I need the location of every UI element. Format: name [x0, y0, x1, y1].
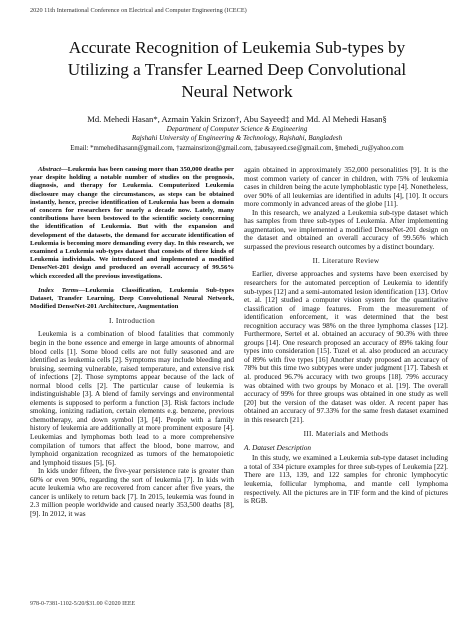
university-name: Rajshahi University of Engineering & Technology, Rajshahi, Bangladesh	[131, 134, 343, 143]
intro-continued-paragraph: again obtained in approximately 352,000 personalities [9]. It is the most common variety of cancer in children, with 75% of leukemia cases in children being the acute lymphoblastic type [4]. Nonetheless, over 90% of all leukemias are identified in adults [4], [10]. It occurs more commonly in advanced areas of the globe [11].	[244, 165, 448, 209]
university	[20, 134, 454, 143]
conference-header: 2020 11th International Conference on Electrical and Computer Engineering (ICECE)	[30, 7, 247, 14]
left-column	[30, 166, 234, 518]
section-heading-literature-review: II. Literature Review	[312, 257, 380, 266]
section-heading-introduction: I. Introduction	[108, 317, 156, 326]
title-line: Neural Network	[181, 82, 293, 101]
department: Department of Computer Science & Engineering	[166, 125, 308, 133]
abstract-text: —Leukemia has been causing more than 350,000 deaths per year despite holding a notable number of studies on the prognosis, diagnosis, and therapy for Leukemia. Computerized Leukemia disclosure may change the circumstances, as steps can be obtained instantly, hence, precise identification of Leukemia has been a domain of concern for researchers for nearly a decade now. Lately, many contributions have been bestowed to the scientific society concerning the identification of Leukemia. But with the expansion and development of the datasets, the demand for accurate identification of Leukemia is becoming more demanding every day. In this research, we examined a Leukemia sub-types dataset that consists of three kinds of Leukemia individuals. We introduced and implemented a modified DenseNet-201 design and produced an overall accuracy of 99.56% which exceeded all the previous investigations.	[30, 166, 234, 280]
author-list: Md. Mehedi Hasan*, Azmain Yakin Srizon†, Abu Sayeed‡ and Md. Al Mehedi Hasan§	[87, 114, 387, 124]
abstract-lead: Abstract	[38, 166, 62, 173]
section-heading-materials-methods: III. Materials and Methods	[303, 430, 389, 439]
dataset-paragraph: In this study, we examined a Leukemia sub-type dataset including a total of 334 picture examples for three sub-types of Leukemia [22]. There are 113, 139, and 122 samples for chronic lymphocytic leukemia, follicular lymphoma, and mantle cell lymphoma respectively. All the pictures are in TIF form and the kind of pictures is RGB.	[244, 453, 448, 506]
intro-paragraph-2: In kids under fifteen, the five-year persistence rate is greater than 60% or even 90%, regarding the sort of leukemia [7]. In kids with acute leukemia who are recovered from cancer after five years, the cancer is unlikely to return back [7]. In 2015, leukemia was found in 2.3 million people worldwide and caused nearly 353,500 deaths [8], [9]. In 2012, it was	[30, 466, 234, 518]
subsection-heading-dataset: A. Dataset Description	[244, 443, 312, 453]
intro-paragraph-3: In this research, we analyzed a Leukemia sub-type dataset which has samples from three sub-types of Leukemia. After implementing augmentation, we implemented a modified DenseNet-201 design on the dataset and obtained an overall accuracy of 99.56% which surpassed the previous research outcomes by a distinct boundary.	[244, 207, 448, 251]
right-column	[244, 166, 448, 506]
index-terms	[30, 287, 234, 312]
copyright-footer: 978-0-7381-1102-5/20/$31.00 ©2020 IEEE	[30, 601, 136, 607]
intro-paragraph-1: Leukemia is a combination of blood fatalities that commonly begin in the bone essence and emerge in large amounts of abnormal blood cells [1]. Some blood cells are not fully seasoned and are identified as leukemia cells [2]. Symptoms may include bleeding and bruising, seeming vulnerable, raised temperature, and extensive risk of infections [2]. Those symptoms appear because of the lack of normal blood cells [2]. The particular cause of leukemia is indistinguishable [3]. A blend of family servings and environmental elements is supposed to perform a function [3]. Risk factors include smoking, ionizing radiation, certain elements e.g. benzene, previous chemotherapy, and down symbol [3], [4]. People with a family history of leukemia are additionally at more prominent exposure [4]. Leukemias and lymphomas both lead to a more comprehensive compilation of tumors that affect the blood, bone marrow, and lymphoid organization recognized as tumors of the hematopoietic and lymphoid tissues [5], [6].	[30, 329, 234, 467]
paper-title	[20, 37, 454, 103]
title-line: Accurate Recognition of Leukemia Sub-types by	[68, 38, 406, 57]
title-line: Utilizing a Transfer Learned Deep Convolutional	[67, 60, 407, 79]
abstract	[30, 166, 234, 281]
index-terms-lead: Index Terms	[38, 286, 79, 294]
author-block	[20, 114, 454, 153]
index-terms-text: —Leukemia Classification, Leukemia Sub-types Dataset, Transfer Learning, Deep Convolutional Neural Network, Modified DenseNet-201 Architecture, Augmentation	[30, 286, 234, 311]
review-paragraph: Earlier, diverse approaches and systems have been exercised by researchers for the automated perception of Leukemia to identify sub-types [12] and a semi-automated lesion identification [13]. Orlov et. al. [12] studied a computer vision system for the quantitative classification of image features. From the measurement of identification enforcement, it was determined that the best recognition accuracy was 98% on the three lymphoma classes [12]. Furthermore, Sertel et al. obtained an accuracy of 90.3% with three groups [14]. One research proposed an accuracy of 89% taking four types into consideration [15]. Tuzel et al. also produced an accuracy of 89% with five types [16] Another study proposed an accuracy of 78% but this time two subtypes were under judgment [17]. Tabesh et al. produced 96.7% accuracy with two groups [18]. 79% accuracy was obtained with two groups by Monaco et al. [19]. The overall accuracy of 99% for three groups was obtained in one study as well [20] but the version of the dataset was older. A recent paper has obtained an accuracy of 97.33% for the same fresh dataset examined in this research [21].	[244, 269, 448, 424]
author-emails: Email: *mmehedihasann@gmail.com, †azmainsrizon@gmail.com, ‡abusayeed.cse@gmail.com, §mehedi_ru@yahoo.com	[70, 145, 404, 153]
